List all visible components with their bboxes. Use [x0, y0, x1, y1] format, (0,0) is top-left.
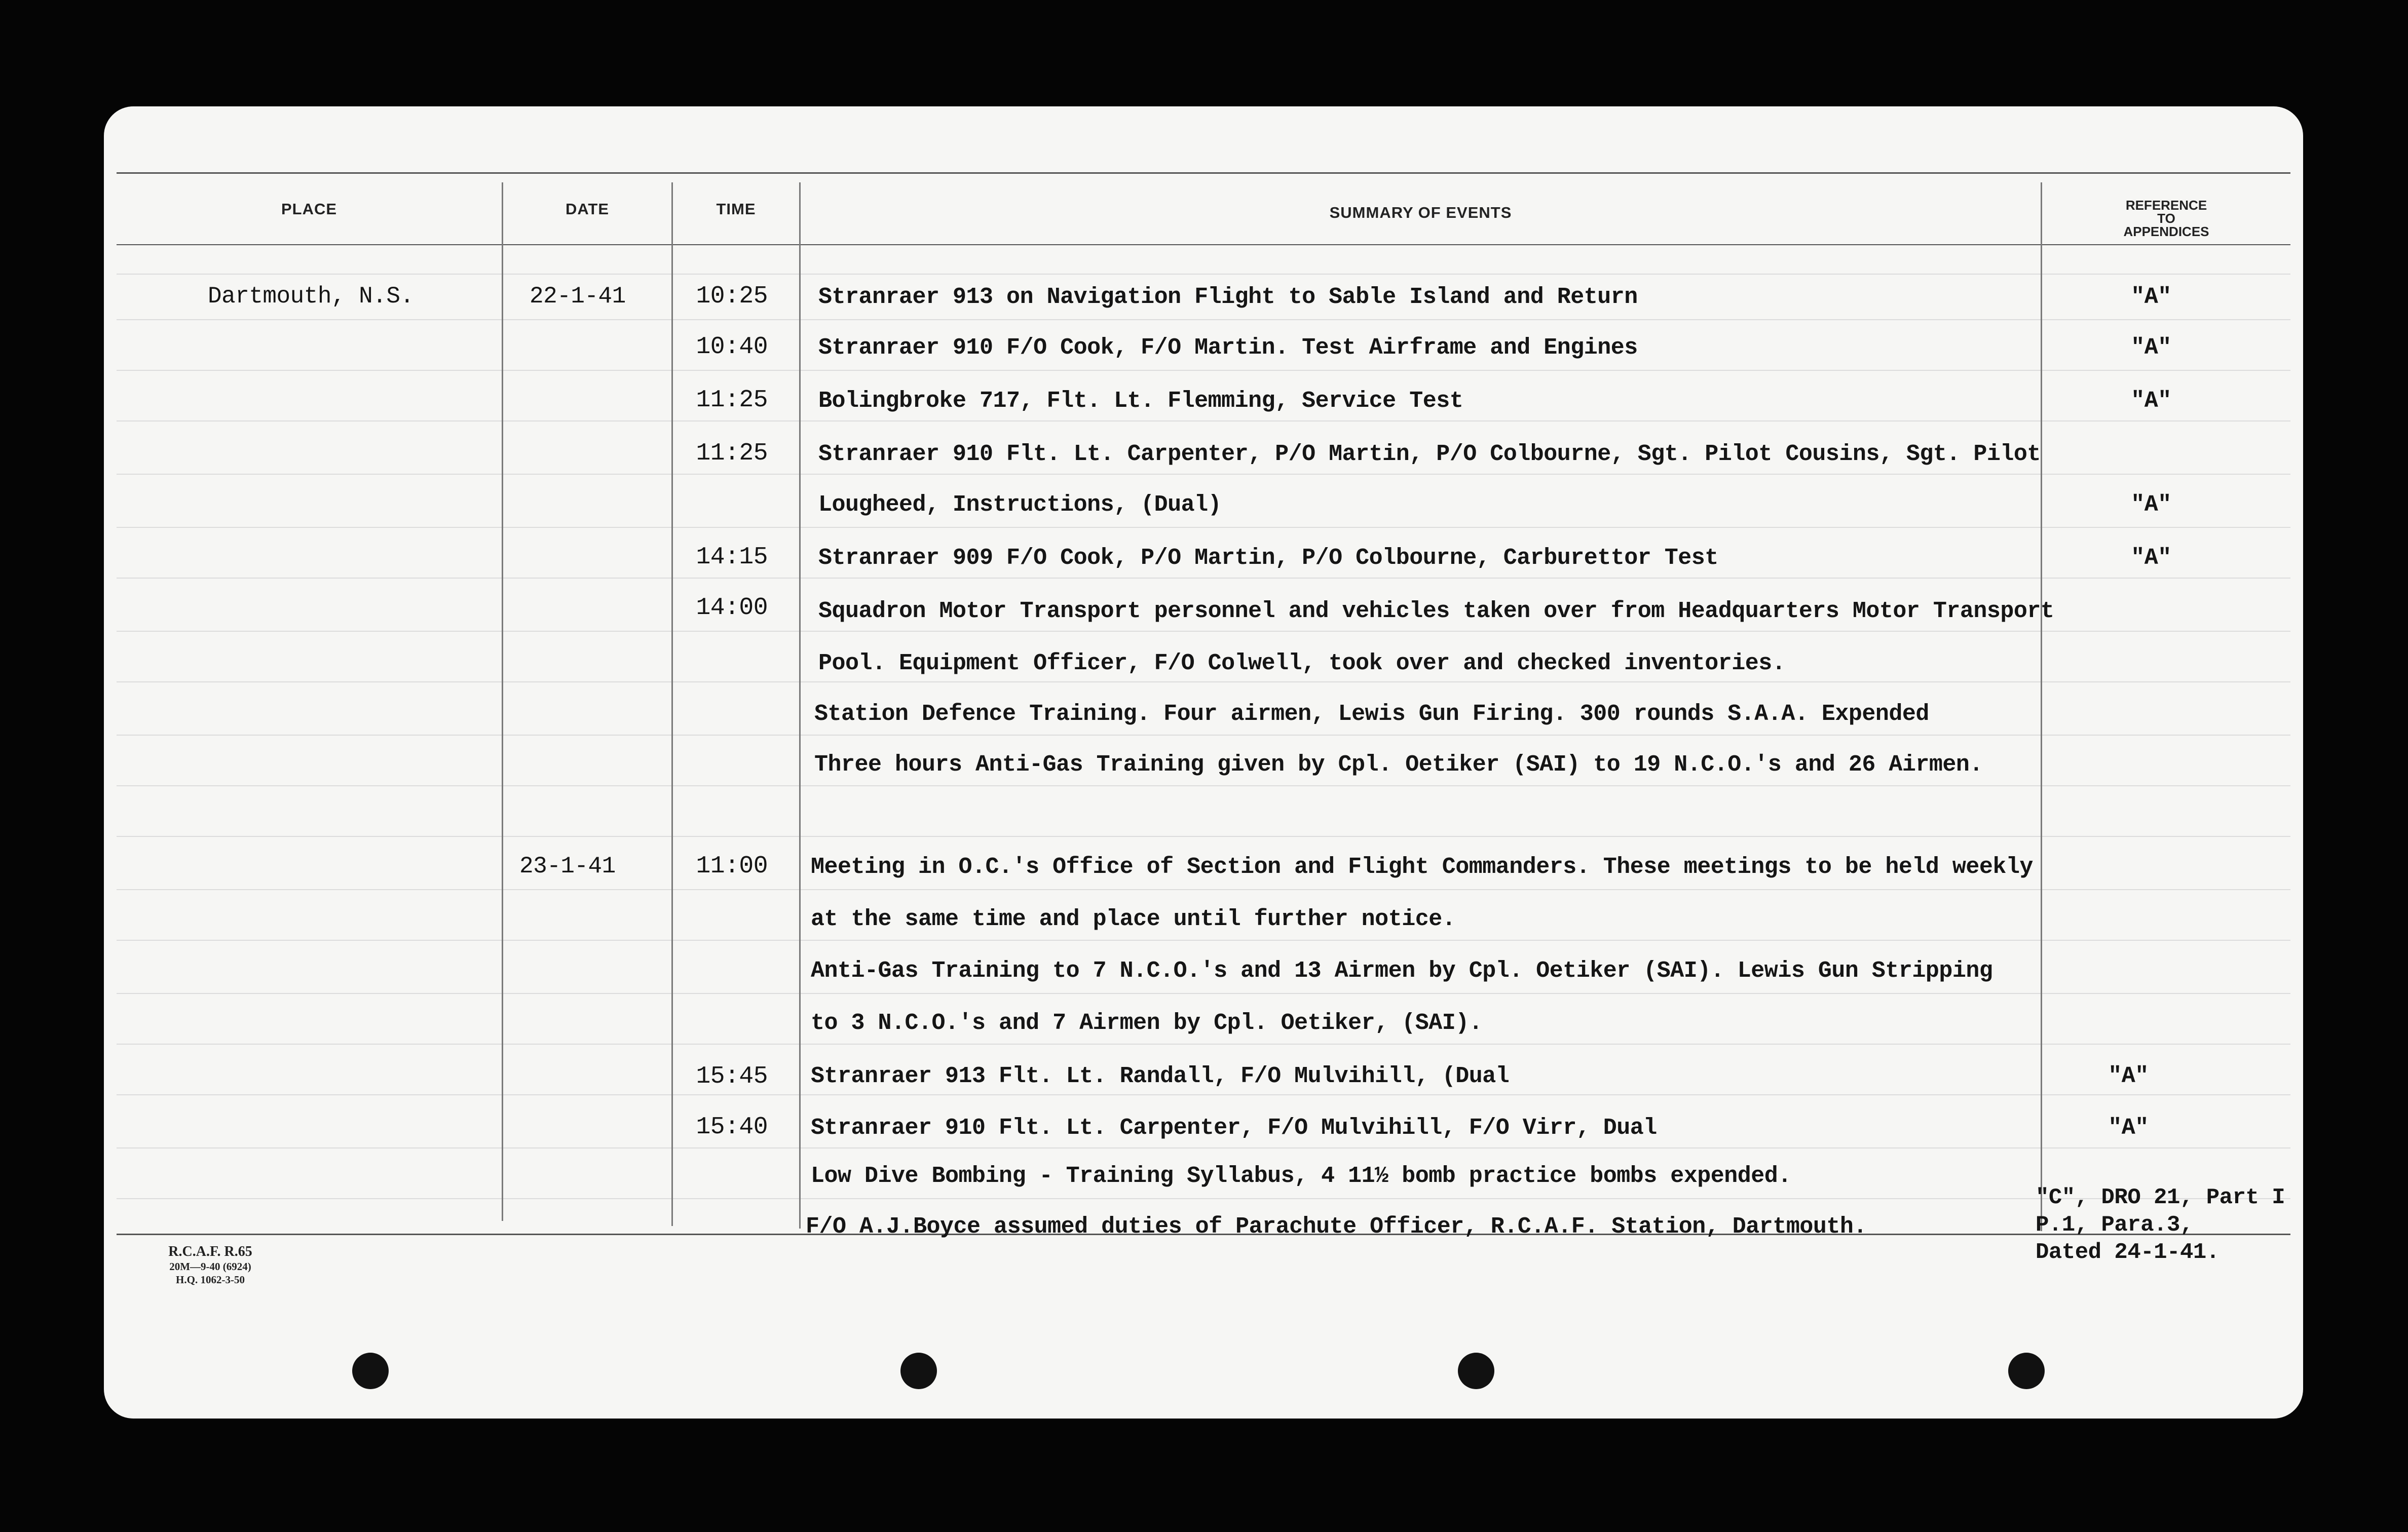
time-entry: 15:45 — [696, 1063, 768, 1090]
header-place: PLACE — [281, 200, 337, 218]
ruled-line — [117, 1094, 2290, 1095]
punch-hole — [900, 1353, 937, 1389]
reference-note-line: Dated 24-1-41. — [2036, 1240, 2219, 1265]
time-entry: 10:25 — [696, 283, 768, 310]
ruled-line — [117, 993, 2290, 994]
ruled-line — [117, 735, 2290, 736]
event-line: Low Dive Bombing - Training Syllabus, 4 11½ bomb practice bombs expended. — [811, 1163, 1791, 1189]
diary-form-sheet — [104, 106, 2303, 1419]
form-hq-code: H.Q. 1062-3-50 — [176, 1274, 245, 1286]
ruled-line — [117, 836, 2290, 837]
event-line: Lougheed, Instructions, (Dual) — [818, 492, 1222, 518]
column-divider — [671, 182, 673, 1226]
ruled-line — [117, 1198, 2290, 1199]
event-line: Stranraer 913 Flt. Lt. Randall, F/O Mulvihill, (Dual — [811, 1063, 1510, 1089]
ruled-line — [117, 1044, 2290, 1045]
event-line: F/O A.J.Boyce assumed duties of Parachute Officer, R.C.A.F. Station, Dartmouth. — [806, 1214, 1867, 1240]
ruled-line — [117, 785, 2290, 786]
form-print-code: 20M—9-40 (6924) — [169, 1260, 251, 1273]
place-entry: Dartmouth, N.S. — [208, 283, 414, 310]
time-entry: 11:25 — [696, 387, 768, 414]
column-divider — [502, 182, 503, 1221]
header-bottom-line — [117, 244, 2290, 245]
time-entry: 15:40 — [696, 1114, 768, 1141]
header-reference-line: APPENDICES — [2123, 224, 2209, 239]
ruled-line — [117, 527, 2290, 528]
column-divider — [799, 182, 801, 1229]
ruled-line — [117, 631, 2290, 632]
reference-note-line: P.1, Para.3, — [2036, 1212, 2193, 1238]
reference-note-line: "C", DRO 21, Part I — [2036, 1185, 2285, 1210]
ruled-line — [117, 940, 2290, 941]
ruled-line — [117, 370, 2290, 371]
header-date: DATE — [565, 200, 610, 218]
reference-mark: "A" — [2131, 492, 2171, 518]
ruled-line — [117, 889, 2290, 890]
ruled-line — [117, 319, 2290, 320]
event-line: Station Defence Training. Four airmen, Lewis Gun Firing. 300 rounds S.A.A. Expended — [814, 701, 1929, 727]
ruled-line — [117, 420, 2290, 422]
reference-mark: "A" — [2131, 545, 2171, 571]
event-line: Squadron Motor Transport personnel and vehicles taken over from Headquarters Motor Transport — [818, 598, 2054, 624]
event-line: Anti-Gas Training to 7 N.C.O.'s and 13 Airmen by Cpl. Oetiker (SAI). Lewis Gun Stripping — [811, 958, 1993, 984]
column-divider — [2041, 182, 2042, 1231]
ruled-line — [117, 1147, 2290, 1148]
event-line: Stranraer 910 F/O Cook, F/O Martin. Test Airframe and Engines — [818, 335, 1638, 361]
reference-note — [2036, 1184, 2285, 1266]
event-line: at the same time and place until further notice. — [811, 906, 1456, 932]
event-line: Stranraer 913 on Navigation Flight to Sable Island and Return — [818, 284, 1638, 310]
ruled-line — [117, 274, 2290, 275]
event-line: Stranraer 910 Flt. Lt. Carpenter, P/O Martin, P/O Colbourne, Sgt. Pilot Cousins, Sgt. Pilot — [818, 441, 2041, 467]
reference-mark: "A" — [2108, 1115, 2149, 1141]
ruled-line — [117, 681, 2290, 682]
time-entry: 10:40 — [696, 333, 768, 361]
reference-mark: "A" — [2131, 335, 2171, 361]
header-time: TIME — [716, 200, 756, 218]
time-entry: 11:00 — [696, 853, 768, 880]
date-entry: 23-1-41 — [519, 853, 616, 879]
event-line: Bolingbroke 717, Flt. Lt. Flemming, Service Test — [818, 388, 1463, 414]
header-reference-line: TO — [2157, 211, 2175, 226]
time-entry: 14:00 — [696, 594, 768, 622]
event-line: Three hours Anti-Gas Training given by Cpl. Oetiker (SAI) to 19 N.C.O.'s and 26 Airmen. — [814, 752, 1983, 778]
date-entry: 22-1-41 — [530, 283, 626, 310]
time-entry: 11:25 — [696, 440, 768, 467]
header-reference — [2042, 199, 2290, 238]
form-reference — [134, 1244, 286, 1286]
event-line: to 3 N.C.O.'s and 7 Airmen by Cpl. Oetiker, (SAI). — [811, 1010, 1483, 1036]
header-reference-line: REFERENCE — [2125, 198, 2207, 213]
punch-hole — [2008, 1353, 2045, 1389]
event-line: Stranraer 909 F/O Cook, P/O Martin, P/O Colbourne, Carburettor Test — [818, 545, 1718, 571]
time-entry: 14:15 — [696, 544, 768, 571]
reference-mark: "A" — [2108, 1063, 2149, 1089]
form-number: R.C.A.F. R.65 — [168, 1244, 252, 1259]
event-line: Meeting in O.C.'s Office of Section and Flight Commanders. These meetings to be held weekly — [811, 854, 2033, 880]
ruled-line — [117, 578, 2290, 579]
reference-mark: "A" — [2131, 388, 2171, 414]
punch-hole — [352, 1353, 389, 1389]
punch-hole — [1458, 1353, 1494, 1389]
ruled-line — [117, 474, 2290, 475]
event-line: Stranraer 910 Flt. Lt. Carpenter, F/O Mulvihill, F/O Virr, Dual — [811, 1115, 1657, 1141]
reference-mark: "A" — [2131, 284, 2171, 310]
event-line: Pool. Equipment Officer, F/O Colwell, took over and checked inventories. — [818, 650, 1786, 676]
header-summary: SUMMARY OF EVENTS — [1329, 204, 1512, 221]
header-top-line — [117, 172, 2290, 174]
